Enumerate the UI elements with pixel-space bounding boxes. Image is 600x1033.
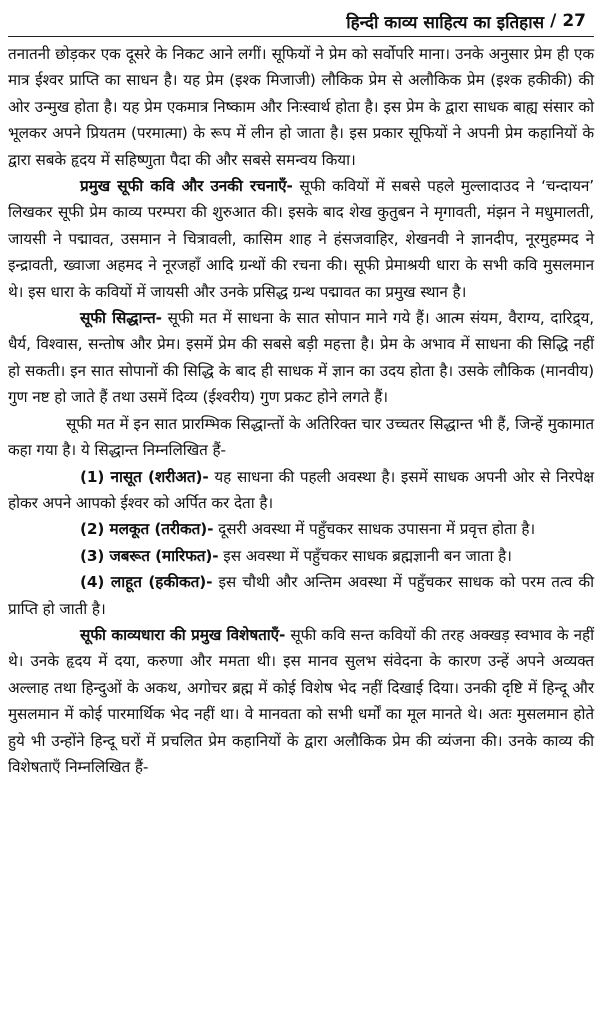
poets-heading: प्रमुख सूफी कवि और उनकी रचनाएँ-: [80, 177, 293, 196]
stage-item: [8, 569, 594, 622]
book-title: हिन्दी काव्य साहित्य का इतिहास: [346, 12, 545, 33]
poets-text: सूफी कवियों में सबसे पहले मुल्लादाउद ने ‘चन्दायन’ लिखकर सूफी प्रेम काव्य परम्परा की शुरुआत की। इसके बाद शेख कुतुबन ने मृगावती, मंझन ने मधुमालती, जायसी ने पद्मावत, उसमान ने चित्रावली, कासिम शाह ने हंसजवाहिर, शेखनवी ने ज्ञानदीप, नूरमुहम्मद ने इन्द्रावती, ख्वाजा अहमद ने नूरजहाँ आदि ग्रन्थों की रचना की। सूफी प्रेमाश्रयी धारा के सभी कवि मुसलमान थे। इस धारा के कवियों में जायसी और उनके प्रसिद्ध ग्रन्थ पद्मावत का प्रमुख स्थान है।: [8, 177, 594, 301]
principles-heading: सूफी सिद्धान्त-: [80, 309, 162, 328]
stage-text: इस चौथी और अन्तिम अवस्था में पहुँचकर साधक को परम तत्व की प्राप्ति हो जाती है।: [8, 573, 594, 618]
stage-label: (1) नासूत (शरीअत)-: [80, 467, 209, 486]
stage-item: [8, 516, 594, 542]
running-header: [8, 6, 594, 37]
stage-item: [8, 543, 594, 569]
features-heading: सूफी काव्यधारा की प्रमुख विशेषताएँ-: [80, 625, 286, 644]
features-text: सूफी कवि सन्त कवियों की तरह अक्खड़ स्वभाव के नहीं थे। उनके हृदय में दया, करुणा और ममता थी। इस मानव सुलभ संवेदना के कारण उन्हें अपने अव्यक्त अल्लाह तथा हिन्दुओं के अकथ, अगोचर ब्रह्म में कोई विशेष भेद नहीं दिखाई दिया। उनकी दृष्टि में हिन्दू और मुसलमान में कोई पारमार्थिक भेद नहीं था। वे मानवता को सभी धर्मों का मूल मानते थे। अतः मुसलमान होते हुये भी उन्होंने हिन्दू घरों में प्रचलित प्रेम कहानियों के द्वारा अलौकिक प्रेम की व्यंजना की। उनके काव्य की विशेषताएँ निम्नलिखित हैं-: [8, 625, 594, 776]
stage-item: [8, 464, 594, 517]
intro-paragraph: तनातनी छोड़कर एक दूसरे के निकट आने लगीं। सूफियों ने प्रेम को सर्वोपरि माना। उनके अनुसार प्रेम ही एक मात्र ईश्वर प्राप्ति का साधन है। यह प्रेम (इश्क मिजाजी) लौकिक प्रेम से अलौकिक प्रेम (इश्क हकीकी) की ओर उन्मुख होता है। यह प्रेम एकमात्र निष्काम और निःस्वार्थ होता है। इस प्रेम के द्वारा साधक बाह्य संसार को भूलकर अपने प्रियतम (परमात्मा) के रूप में लीन हो जाता है। इस प्रकार सूफियों ने अपनी प्रेम कहानियों के द्वारा सबके हृदय में सहिष्णुता पैदा की और सबसे समन्वय किया।: [8, 45, 594, 169]
features-paragraph: [8, 622, 594, 780]
principles-paragraph: [8, 305, 594, 411]
page-number: 27: [562, 11, 586, 31]
stage-text: दूसरी अवस्था में पहुँचकर साधक उपासना में प्रवृत्त होता है।: [213, 520, 536, 539]
poets-paragraph: [8, 173, 594, 305]
stage-text: इस अवस्था में पहुँचकर साधक ब्रह्मज्ञानी बन जाता है।: [218, 546, 512, 565]
stage-label: (4) लाहूत (हकीकत)-: [80, 573, 213, 592]
stage-label: (2) मलकूत (तरीकत)-: [80, 520, 214, 539]
header-separator: /: [550, 11, 557, 31]
principles-text: सूफी मत में साधना के सात सोपान माने गये हैं। आत्म संयम, वैराग्य, दारिद्र्य, धैर्य, विश्वास, सन्तोष और प्रेम। इसमें प्रेम की सबसे बड़ी महत्ता है। प्रेम के अभाव में साधना की सिद्धि नहीं हो सकती। इन सात सोपानों की सिद्धि के बाद ही साधक में ज्ञान का उदय होता है। उसके लौकिक (मानवीय) गुण नष्ट हो जाते हैं तथा उसमें दिव्य (ईश्वरीय) गुण प्रकट होने लगते हैं।: [8, 309, 595, 407]
stage-label: (3) जबरूत (मारिफत)-: [80, 546, 219, 565]
maqamat-paragraph: सूफी मत में इन सात प्रारम्भिक सिद्धान्तों के अतिरिक्त चार उच्चतर सिद्धान्त भी हैं, जिन्हें मुकामात कहा गया है। ये सिद्धान्त निम्नलिखित हैं-: [8, 414, 594, 460]
stage-text: यह साधना की पहली अवस्था है। इसमें साधक अपनी ओर से निरपेक्ष होकर अपने आपको ईश्वर को अर्पित कर देता है।: [8, 467, 594, 512]
